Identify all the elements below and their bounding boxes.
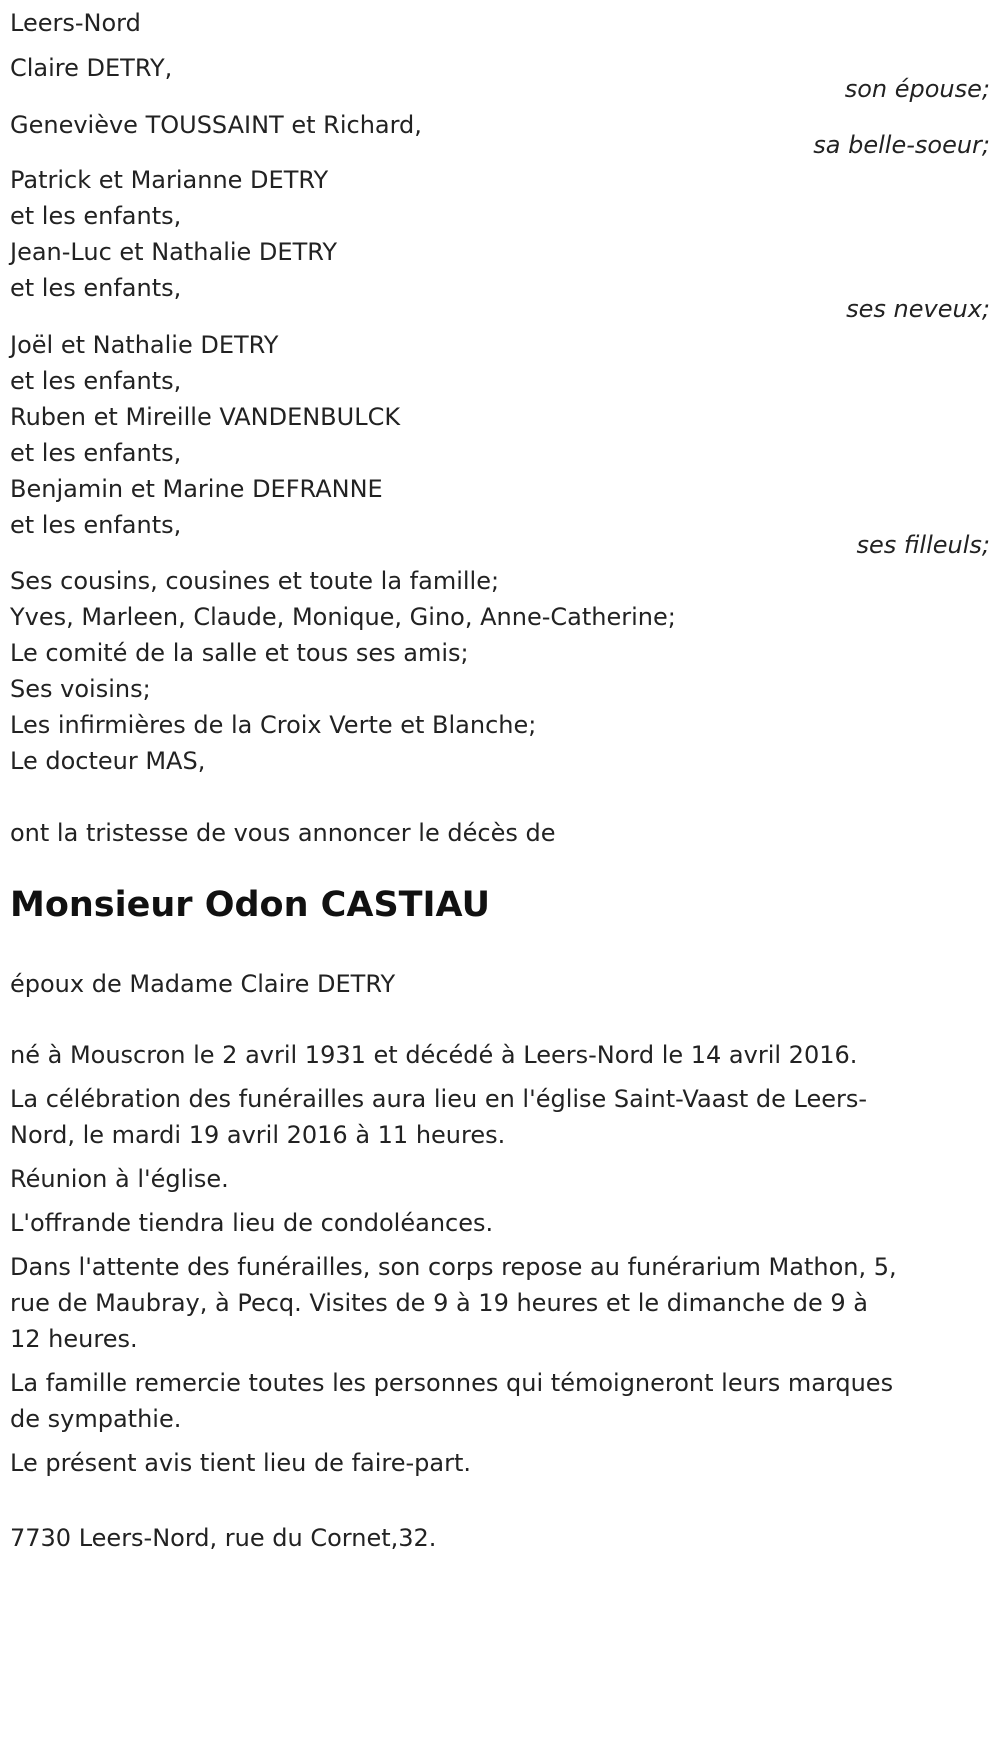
meeting-line: Réunion à l'église.: [10, 1165, 229, 1193]
details-block: [10, 1037, 900, 1481]
godchildren-relation: ses filleuls;: [856, 531, 990, 559]
list-item: et les enfants,: [10, 274, 182, 302]
nephews-block: [10, 162, 337, 306]
list-item: Ses voisins;: [10, 675, 151, 703]
visitation-line: Dans l'attente des funérailles, son corps repose au funérarium Mathon, 5, rue de Maubray, à Pecq. Visites de 9 à 19 heures et le dimanche de 9 à 12 heures.: [10, 1253, 897, 1353]
spouse-relation: son épouse;: [844, 75, 990, 103]
deceased-name: Monsieur Odon CASTIAU: [10, 885, 490, 925]
list-item: Yves, Marleen, Claude, Monique, Gino, Anne-Catherine;: [10, 603, 676, 631]
offering-line: L'offrande tiendra lieu de condoléances.: [10, 1209, 494, 1237]
sister-in-law-relation: sa belle-soeur;: [813, 131, 990, 159]
address: 7730 Leers-Nord, rue du Cornet,32.: [10, 1524, 437, 1552]
godchildren-block: [10, 327, 400, 543]
list-item: Le comité de la salle et tous ses amis;: [10, 639, 469, 667]
list-item: Le docteur MAS,: [10, 747, 206, 775]
list-item: Ses cousins, cousines et toute la famille;: [10, 567, 500, 595]
locality: Leers-Nord: [10, 9, 141, 37]
list-item: et les enfants,: [10, 367, 182, 395]
list-item: Patrick et Marianne DETRY: [10, 166, 329, 194]
list-item: Ruben et Mireille VANDENBULCK: [10, 403, 401, 431]
list-item: Benjamin et Marine DEFRANNE: [10, 475, 383, 503]
others-block: [10, 563, 676, 779]
birth-death-line: né à Mouscron le 2 avril 1931 et décédé à Leers-Nord le 14 avril 2016.: [10, 1041, 858, 1069]
nephews-relation: ses neveux;: [846, 295, 990, 323]
spouse-name: Claire DETRY,: [10, 54, 173, 82]
announcement-text: ont la tristesse de vous annoncer le décès de: [10, 819, 556, 847]
thanks-line: La famille remercie toutes les personnes qui témoigneront leurs marques de sympathie.: [10, 1369, 894, 1433]
list-item: et les enfants,: [10, 439, 182, 467]
list-item: Jean-Luc et Nathalie DETRY: [10, 238, 338, 266]
spouse-line: époux de Madame Claire DETRY: [10, 970, 396, 998]
list-item: Les infirmières de la Croix Verte et Blanche;: [10, 711, 537, 739]
list-item: et les enfants,: [10, 202, 182, 230]
notice-line: Le présent avis tient lieu de faire-part.: [10, 1449, 472, 1477]
list-item: Joël et Nathalie DETRY: [10, 331, 279, 359]
list-item: et les enfants,: [10, 511, 182, 539]
funeral-line: La célébration des funérailles aura lieu en l'église Saint-Vaast de Leers-Nord, le mardi 19 avril 2016 à 11 heures.: [10, 1085, 868, 1149]
sister-in-law-name: Geneviève TOUSSAINT et Richard,: [10, 111, 422, 139]
